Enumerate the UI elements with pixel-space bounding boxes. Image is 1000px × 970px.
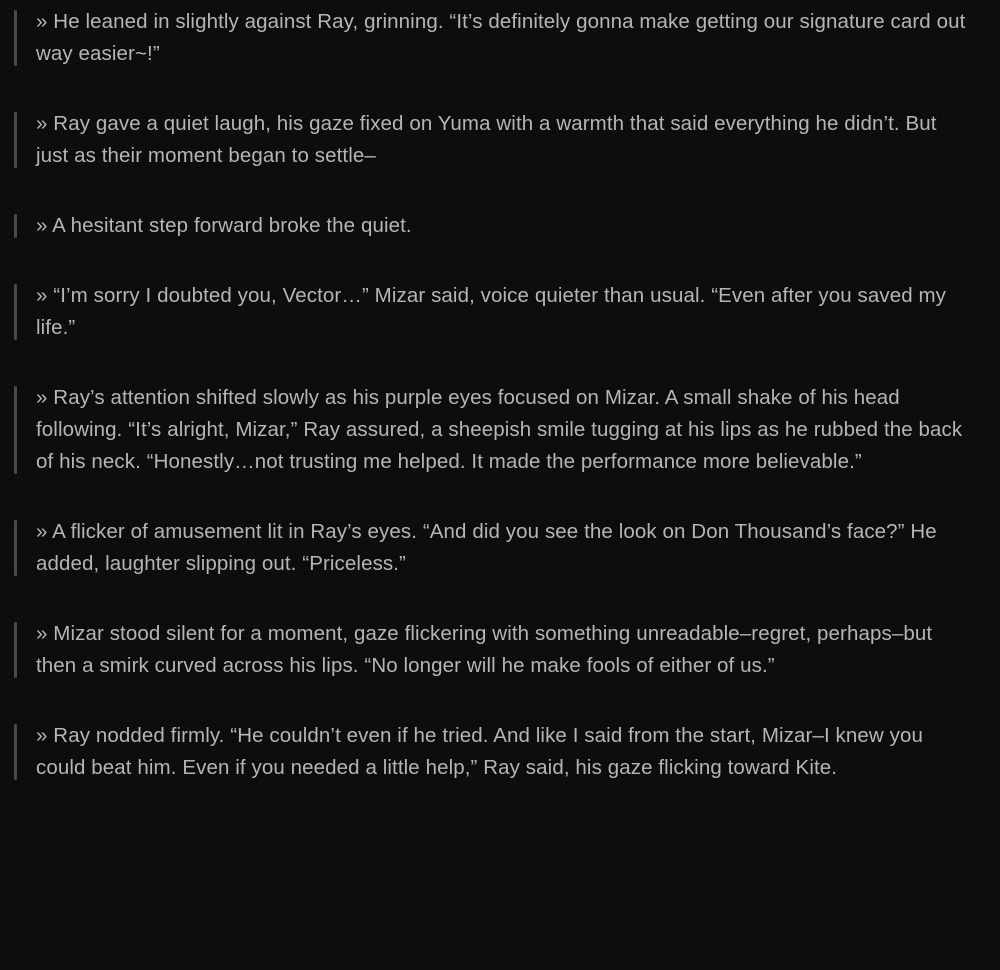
- quote-text: » He leaned in slightly against Ray, grinning. “It’s definitely gonna make getting our signature card out way easier~!”: [36, 10, 966, 65]
- quote-rule: [14, 622, 17, 678]
- quote-rule: [14, 724, 17, 780]
- quote-text: » Ray’s attention shifted slowly as his purple eyes focused on Mizar. A small shake of his head following. “It’s alright, Mizar,” Ray assured, a sheepish smile tugging at his lips as he rubbed the back of his neck. “Honestly…not trusting me helped. It made the performance more believable.”: [36, 386, 963, 473]
- quote-text: » Ray gave a quiet laugh, his gaze fixed on Yuma with a warmth that said everything he didn’t. But just as their moment began to settle–: [36, 112, 937, 167]
- quote-text: » Ray nodded firmly. “He couldn’t even if he tried. And like I said from the start, Mizar–I knew you could beat him. Even if you needed a little help,” Ray said, his gaze flicking toward Kite.: [36, 724, 923, 779]
- quote-block: [14, 720, 974, 784]
- quote-rule: [14, 386, 17, 474]
- quote-block: [14, 108, 974, 172]
- quote-text: » Mizar stood silent for a moment, gaze flickering with something unreadable–regret, perhaps–but then a smirk curved across his lips. “No longer will he make fools of either of us.”: [36, 622, 933, 677]
- quote-text: » “I’m sorry I doubted you, Vector…” Mizar said, voice quieter than usual. “Even after you saved my life.”: [36, 284, 947, 339]
- quote-rule: [14, 520, 17, 576]
- quote-rule: [14, 284, 17, 340]
- quote-block: [14, 210, 974, 242]
- quote-rule: [14, 214, 17, 238]
- quote-block: [14, 382, 974, 478]
- quote-text: » A hesitant step forward broke the quiet.: [36, 214, 412, 237]
- quote-block: [14, 618, 974, 682]
- quote-block: [14, 6, 974, 70]
- quote-block: [14, 516, 974, 580]
- quote-rule: [14, 112, 17, 168]
- quote-block: [14, 280, 974, 344]
- quote-text: » A flicker of amusement lit in Ray’s eyes. “And did you see the look on Don Thousand’s face?” He added, laughter slipping out. “Priceless.”: [36, 520, 937, 575]
- quote-rule: [14, 10, 17, 66]
